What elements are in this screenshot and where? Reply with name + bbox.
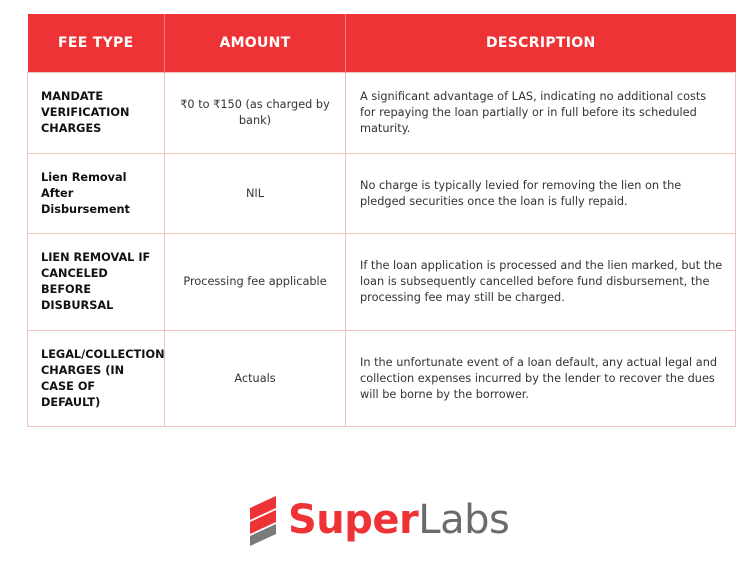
description-cell: A significant advantage of LAS, indicating no additional costs for repaying the loan partially or in full before its scheduled maturity. (346, 73, 736, 154)
amount-cell: NIL (165, 154, 346, 234)
header-amount: AMOUNT (165, 14, 346, 73)
header-fee-type: FEE TYPE (28, 14, 165, 73)
superlabs-logo (246, 492, 509, 548)
superlabs-logo-mark-icon (246, 494, 280, 546)
amount-cell: Processing fee applicable (165, 234, 346, 331)
amount-cell: ₹0 to ₹150 (as charged by bank) (165, 73, 346, 154)
fee-type-cell: LIEN REMOVAL IF CANCELED BEFORE DISBURSAL (28, 234, 165, 331)
fee-table (27, 14, 736, 427)
description-cell: In the unfortunate event of a loan default, any actual legal and collection expenses incurred by the lender to recover the dues will be borne by the borrower. (346, 331, 736, 427)
table-row (28, 234, 736, 331)
description-cell: No charge is typically levied for removing the lien on the pledged securities once the loan is fully repaid. (346, 154, 736, 234)
header-description: DESCRIPTION (346, 14, 736, 73)
fee-type-cell: Lien Removal After Disbursement (28, 154, 165, 234)
fee-type-cell: LEGAL/COLLECTION CHARGES (IN CASE OF DEFAULT) (28, 331, 165, 427)
logo-text-labs: Labs (418, 497, 510, 543)
table-row (28, 331, 736, 427)
description-cell: If the loan application is processed and the lien marked, but the loan is subsequently cancelled before fund disbursement, the processing fee may still be charged. (346, 234, 736, 331)
table-row (28, 73, 736, 154)
amount-cell: Actuals (165, 331, 346, 427)
table-row (28, 154, 736, 234)
table-header-row (28, 14, 736, 73)
fee-type-cell: MANDATE VERIFICATION CHARGES (28, 73, 165, 154)
logo-wordmark (288, 496, 509, 544)
logo-text-super: Super (288, 497, 419, 543)
